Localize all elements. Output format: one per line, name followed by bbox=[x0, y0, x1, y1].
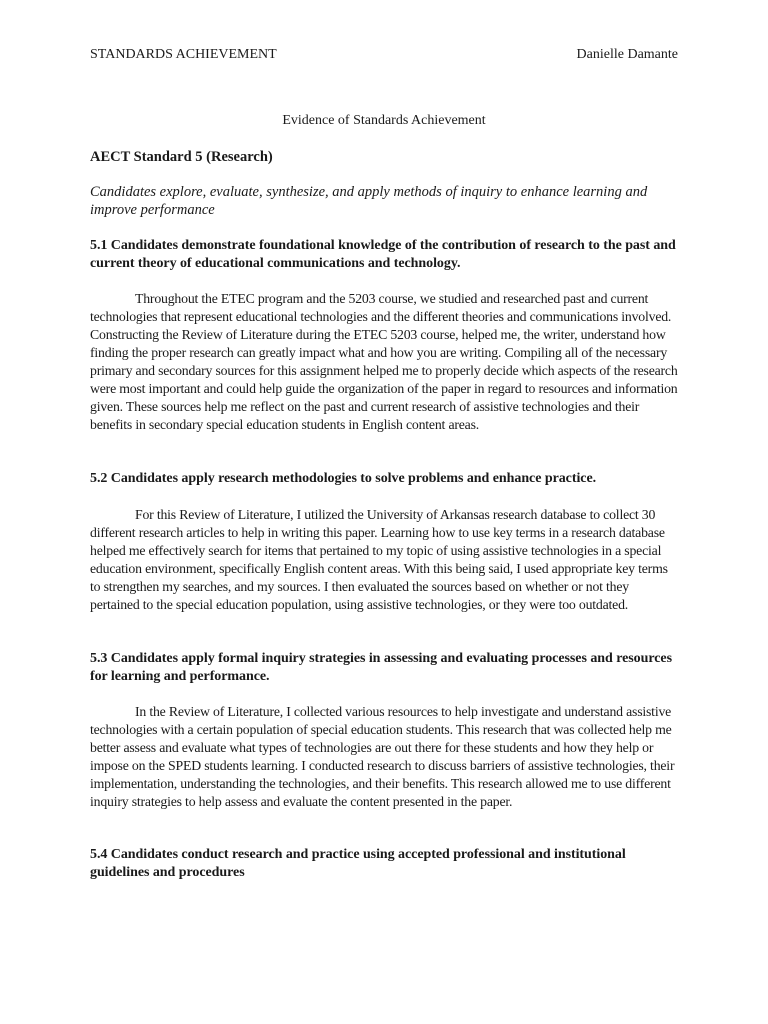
section-heading-5-3: 5.3 Candidates apply formal inquiry strategies in assessing and evaluating processes and resources for learning and performance. bbox=[90, 651, 672, 684]
section-heading-5-2: 5.2 Candidates apply research methodologies to solve problems and enhance practice. bbox=[90, 471, 597, 486]
standard-description: Candidates explore, evaluate, synthesize, and apply methods of inquiry to enhance learning and improve performance bbox=[90, 184, 648, 218]
section-body-5-3: In the Review of Literature, I collected various resources to help investigate and understand assistive technologies with a certain population of special education students. This research that was collected help me better assess and evaluate what types of technologies are out there for these students and how they help or impose on the SPED students learning. I conducted research to discuss barriers of assistive technologies, their implementation, understanding the technologies, and their benefits. This research allowed me to use different inquiry strategies to help assess and evaluate the content presented in the paper. bbox=[90, 704, 675, 809]
section-heading-5-4: 5.4 Candidates conduct research and practice using accepted professional and institutional guidelines and procedures bbox=[90, 847, 626, 880]
section-body-5-2: For this Review of Literature, I utilized the University of Arkansas research database to collect 30 different research articles to help in writing this paper. Learning how to use key terms in a research database helped me effectively search for items that pertained to my topic of using assistive technologies in a special education environment, specifically English content areas. With this being said, I used appropriate key terms to strengthen my searches, and my sources. I then evaluated the sources based on whether or not they pertained to the special education population, using assistive technologies, or they were too outdated. bbox=[90, 507, 668, 612]
running-head-title: STANDARDS ACHIEVEMENT bbox=[90, 47, 277, 62]
standard-heading: AECT Standard 5 (Research) bbox=[90, 149, 273, 165]
document-title: Evidence of Standards Achievement bbox=[282, 113, 486, 128]
section-body-5-1: Throughout the ETEC program and the 5203 course, we studied and researched past and current technologies that represent educational technologies and the different theories and communications involved. Constructing the Review of Literature during the ETEC 5203 course, helped me, the writer, understand how finding the proper research can greatly impact what and how you are writing. Compiling all of the necessary primary and secondary sources for this assignment helped me to properly decide which aspects of the research were most important and could help guide the organization of the paper in regard to resources and information given. These sources help me reflect on the past and current research of assistive technologies and their benefits in secondary special education students in English content areas. bbox=[90, 291, 678, 432]
author-name: Danielle Damante bbox=[576, 47, 678, 62]
section-heading-5-1: 5.1 Candidates demonstrate foundational knowledge of the contribution of research to the past and current theory of educational communications and technology. bbox=[90, 238, 676, 271]
